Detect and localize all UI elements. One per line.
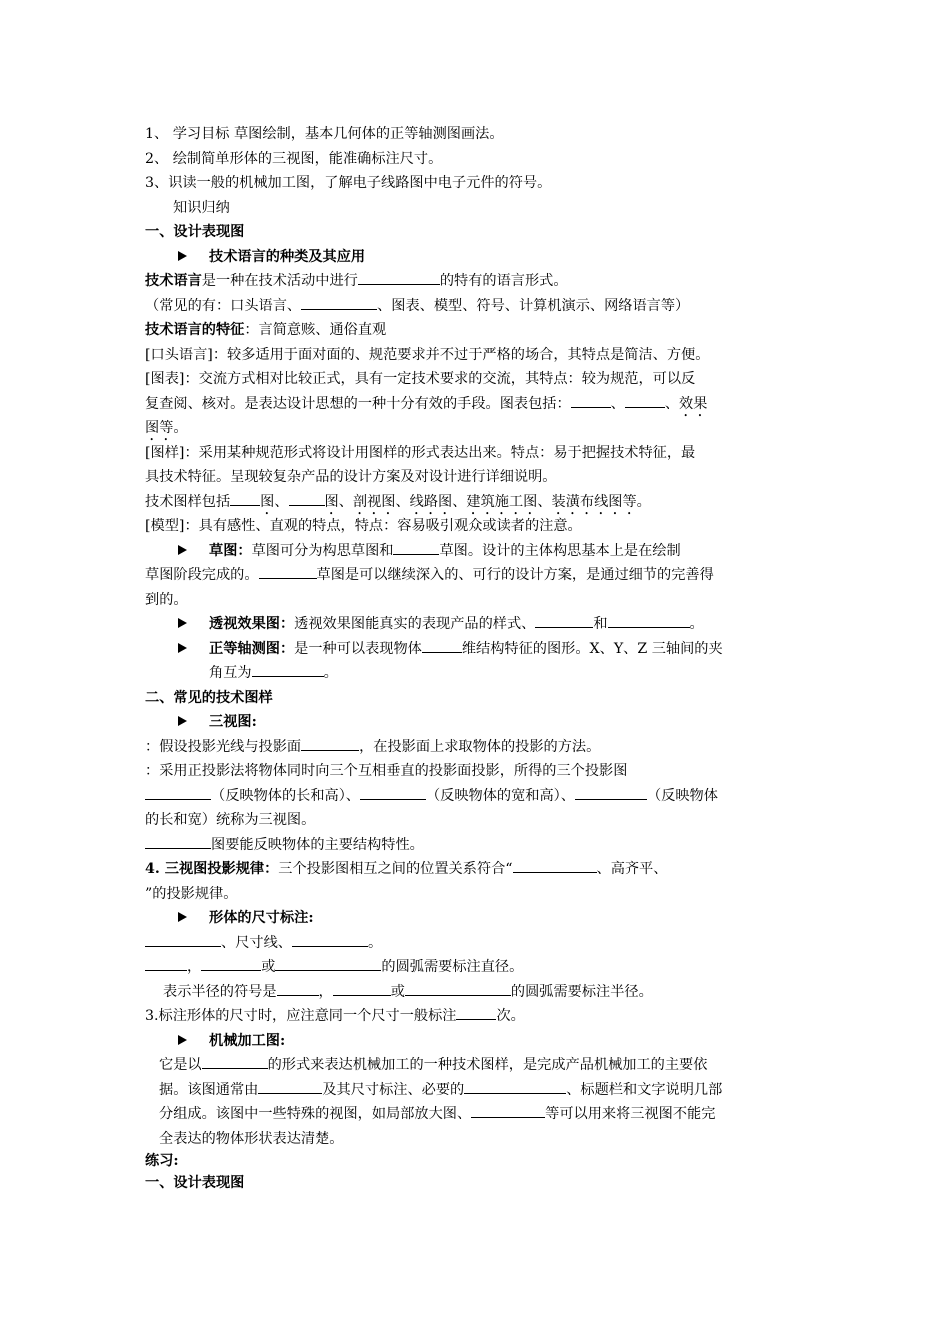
fill-blank[interactable] [393,539,439,555]
dimension-line-3 [145,980,810,1005]
orthographic-line [145,759,810,784]
fill-blank[interactable] [535,612,593,628]
exercise-section-1 [145,1171,810,1196]
machining-line-4 [145,1127,810,1152]
machining-text-2: 据。该图通常由 [159,1081,259,1098]
fill-blank[interactable] [301,294,377,310]
sketch-line-3 [145,588,810,613]
chart-text-1: [图表]：交流方式相对比较正式，具有一定技术要求的交流，其特点：较为规范，可以反 [145,371,696,387]
common-types-text-end: 、图表、模型、符号、计算机演示、网络语言等） [377,297,690,314]
fill-blank[interactable] [202,1053,268,1069]
machining-text-4: 全表达的物体形状表达清楚。 [159,1130,344,1147]
term-isometric: 正等轴测图： [209,640,295,657]
fill-blank[interactable] [360,784,426,800]
views-text-3: （反映物体 [646,787,718,804]
oral-language-text: [口头语言]：较多适用于面对面的、规范要求并不过于严格的场合，其特点是简洁、方便。 [145,346,710,363]
subsection-tech-language-title: 技术语言的种类及其应用 [209,248,366,265]
sketch-line [145,539,810,564]
objective-1 [145,122,810,147]
drawing-line-1 [145,441,810,466]
emphasis-text: 图等。 [145,420,188,436]
chart-text-2: 复查阅、核对。是表达设计思想的一种十分有效的手段。图表包括： [145,395,571,412]
sketch-line-2 [145,563,810,588]
fill-blank[interactable] [513,857,597,873]
dimension-rule-text: 3.标注形体的尺寸时，应注意同一个尺寸一般标注 [145,1008,457,1024]
diameter-text: 的圆弧需要标注直径。 [381,959,524,975]
separator: 、 [610,395,625,412]
dimension-line-2 [145,955,810,980]
section-1-title: 一、设计表现图 [145,224,245,240]
sketch-text-2: 草图阶段完成的。 [145,567,259,583]
machining-text-2-mid: 及其尺寸标注、必要的 [322,1081,465,1098]
fill-blank[interactable] [333,980,391,996]
machining-line-3 [145,1102,810,1127]
drawing-text-2: 具技术特征。呈现较复杂产品的设计方案及对设计进行详细说明。 [145,469,557,485]
drawing-types-line [145,490,810,515]
period: 。 [367,934,383,951]
views-line [145,784,810,809]
chart-line-3 [145,416,810,441]
dimension-heading [145,906,810,931]
separator: ， [318,983,333,1000]
objective-2 [145,147,810,172]
objective-2-text: 2、 绘制简单形体的三视图，能准确标注尺寸。 [145,150,443,167]
emphasis-text: 图、 [260,493,289,510]
radius-text-end: 的圆弧需要标注半径。 [510,983,653,1000]
dimension-title: 形体的尺寸标注: [209,910,314,926]
fill-blank[interactable] [575,784,647,800]
fill-blank[interactable] [258,1078,322,1094]
fill-blank[interactable] [292,931,368,947]
fill-blank[interactable] [464,1078,566,1094]
main-view-line [145,833,810,858]
fill-blank[interactable] [289,490,325,506]
term-sketch: 草图： [209,542,252,559]
fill-blank[interactable] [252,661,324,677]
emphasis-text: 效果 [679,395,708,412]
fill-blank[interactable] [259,563,317,579]
sketch-text-3: 到的。 [145,591,188,608]
conjunction: 或 [261,959,276,975]
fill-blank[interactable] [275,955,381,971]
period: 。 [323,665,338,681]
isometric-line-2 [145,661,810,686]
perspective-line [145,612,810,637]
fill-blank[interactable] [358,269,440,285]
machining-text-1: 它是以 [159,1057,202,1073]
tech-language-definition [145,269,810,294]
sketch-text-2-end: 草图是可以继续深入的、可行的设计方案，是通过细节的完善得 [316,567,714,583]
isometric-text-2: 角互为 [209,665,252,681]
exercise-title: 练习: [145,1153,179,1169]
section-1-heading [145,220,810,245]
fill-blank[interactable] [625,392,665,408]
term-perspective: 透视效果图： [209,616,295,632]
sketch-text: 草图可分为构思草图和 [251,542,394,559]
dimension-rule-text-end: 次。 [496,1008,525,1024]
fill-blank[interactable] [145,955,187,971]
fill-blank[interactable] [145,784,211,800]
views-text-2: （反映物体的宽和高）、 [425,787,575,804]
isometric-text: 是一种可以表现物体 [294,640,422,657]
isometric-line [145,637,810,662]
dimension-line-1 [145,931,810,956]
term-projection-rule: 4. 三视图投影规律： [145,861,279,877]
machining-text-3: 分组成。该图中一些特殊的视图，如局部放大图、 [159,1106,472,1122]
drawing-text-1: [图样]：采用某种规范形式将设计用图样的形式表达出来。特点：易于把握技术特征，最 [145,444,696,461]
arrow-bullet-icon [178,643,187,653]
arrow-bullet-icon [178,912,187,922]
arrow-bullet-icon [178,716,187,726]
projection-rule-line [145,857,810,882]
chart-line-2 [145,392,810,417]
fill-blank[interactable] [471,1102,545,1118]
drawing-line-2 [145,465,810,490]
fill-blank[interactable] [301,735,359,751]
fill-blank[interactable] [571,392,611,408]
fill-blank[interactable] [201,955,261,971]
machining-heading [145,1029,810,1054]
exercise-section-1-title: 一、设计表现图 [145,1175,245,1191]
projection-rule-line-2 [145,882,810,907]
fill-blank[interactable] [405,980,511,996]
model-text: [模型]：具有感性、直观的特点，特点：容易吸引观众或读者的注意。 [145,518,582,534]
features-line [145,318,810,343]
arrow-bullet-icon [178,545,187,555]
fill-blank[interactable] [422,637,462,653]
knowledge-summary-heading [145,196,810,221]
subsection-tech-language [145,245,810,270]
knowledge-summary-text: 知识归纳 [173,199,230,216]
term-tech-language: 技术语言 [145,273,202,289]
model-line [145,514,810,539]
definition-text: 是一种在技术活动中进行 [201,273,358,289]
chart-line-1 [145,367,810,392]
fill-blank[interactable] [145,931,221,947]
period: 。 [689,616,704,632]
radius-text: 表示半径的符号是 [163,983,277,1000]
objective-1-text: 1、 学习目标 草图绘制，基本几何体的正等轴测图画法。 [145,126,504,142]
separator: 、 [664,395,680,412]
perspective-text: 透视效果图能真实的表现产品的样式、 [294,616,536,632]
machining-title: 机械加工图: [209,1032,286,1049]
isometric-text-end: 维结构特征的图形。X、Y、Z 三轴间的夹 [461,640,723,657]
views-line-2 [145,808,810,833]
projection-line [145,735,810,760]
fill-blank[interactable] [456,1004,496,1020]
oral-language-line [145,343,810,368]
machining-text-2-end: 、标题栏和文字说明几部 [566,1081,723,1098]
objective-3-text: 3、识读一般的机械加工图，了解电子线路图中电子元件的符号。 [145,175,552,191]
machining-line-2 [145,1078,810,1103]
arrow-bullet-icon [178,1035,187,1045]
emphasis-text: 图、剖视图、线路图、建筑施工图、装潢布线图等。 [324,493,651,510]
section-2-title: 二、常见的技术图样 [145,689,273,706]
features-text: ：言简意赅、通俗直观 [244,322,387,338]
three-view-heading [145,710,810,735]
arrow-bullet-icon [178,618,187,628]
document-page [145,122,810,1196]
fill-blank[interactable] [277,980,319,996]
machining-text-1-end: 的形式来表达机械加工的一种技术图样，是完成产品机械加工的主要依 [267,1057,708,1073]
machining-line-1 [145,1053,810,1078]
common-types-line [145,294,810,319]
projection-text: ：假设投影光线与投影面 [145,738,302,755]
objective-3 [145,171,810,196]
term-features: 技术语言的特征 [145,322,245,338]
common-types-text: （常见的有：口头语言、 [145,297,302,314]
fill-blank[interactable] [145,833,211,849]
dimension-line-4 [145,1004,810,1029]
conjunction: 和 [593,616,608,632]
projection-rule-text-2: ”的投影规律。 [145,885,238,902]
three-view-title: 三视图: [209,714,257,730]
drawing-types-text: 技术图样包括 [145,493,231,510]
fill-blank[interactable] [608,612,690,628]
conjunction: 或 [390,983,405,1000]
exercise-heading [145,1151,810,1171]
section-2-heading [145,686,810,711]
orthographic-text: ：采用正投影法将物体同时向三个互相垂直的投影面投影，所得的三个投影图 [145,763,628,779]
views-text-4: 的长和宽）统称为三视图。 [145,812,316,828]
fill-blank[interactable] [230,490,260,506]
projection-rule-text: 三个投影图相互之间的位置关系符合“ [278,861,513,877]
sketch-text-end: 草图。设计的主体构思基本上是在绘制 [439,542,681,559]
projection-rule-text-end: 、高齐平、 [596,861,668,877]
definition-text-end: 的特有的语言形式。 [439,273,568,289]
main-view-text: 图要能反映物体的主要结构特性。 [211,836,424,853]
arrow-bullet-icon [178,251,187,261]
machining-text-3-end: 等可以用来将三视图不能完 [545,1106,716,1122]
projection-text-end: ，在投影面上求取物体的投影的方法。 [359,738,601,755]
separator: ， [187,959,202,975]
dimension-text-1: 、尺寸线、 [221,934,292,951]
views-text-1: （反映物体的长和高）、 [211,787,360,804]
